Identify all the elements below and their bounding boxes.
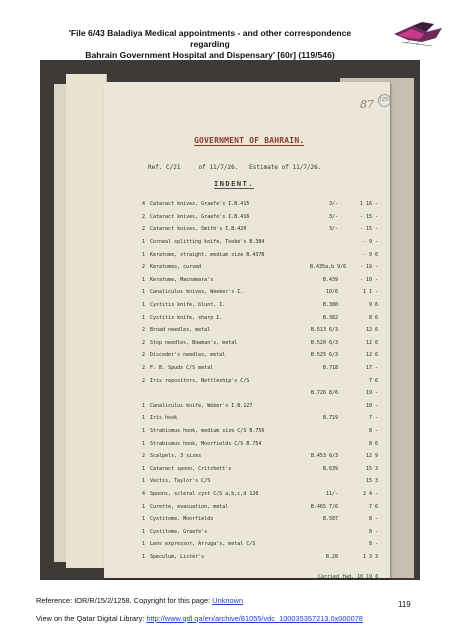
- indent-item-row: [142, 299, 388, 312]
- indent-item-row: [142, 425, 388, 438]
- indent-item-list: [142, 198, 388, 563]
- item-quantity: 1: [142, 427, 146, 434]
- indent-item-row: [142, 387, 388, 400]
- item-price: 3/-: [328, 226, 338, 233]
- item-quantity: 4: [142, 201, 146, 208]
- item-description: Cystitis knife, sharp I.: [150, 314, 223, 321]
- item-description: Broad needles, metal: [150, 327, 211, 334]
- item-amount: 7 -: [368, 415, 378, 422]
- item-quantity: 1: [142, 239, 146, 246]
- indent-item-row: [142, 261, 388, 274]
- indent-item-row: [142, 500, 388, 513]
- reference-line: Ref. C/21 of 11/7/26. Estimate of 11/7/26.: [148, 164, 322, 171]
- item-quantity: 1: [142, 503, 146, 510]
- item-price: 11/-: [325, 490, 338, 497]
- item-description: Canaliculus knives, Weeker's I.: [150, 289, 244, 296]
- indent-item-row: [142, 400, 388, 413]
- indent-item-row: [142, 211, 388, 224]
- item-quantity: 1: [142, 314, 146, 321]
- item-quantity: 1: [142, 541, 146, 548]
- indent-item-row: [142, 274, 388, 287]
- indent-item-row: [142, 324, 388, 337]
- item-amount: - 19 -: [359, 264, 378, 271]
- item-price: 3/-: [328, 213, 338, 220]
- item-description: Corneal splitting knife, Tooke's B.384: [150, 239, 265, 246]
- indent-item-row: [142, 488, 388, 501]
- item-amount: 7 6: [368, 377, 378, 384]
- header-title-line1: 'File 6/43 Baladiya Medical appointments - and other correspondence regarding: [68, 28, 352, 49]
- item-amount: 19 -: [365, 390, 378, 397]
- item-description: Keratome, straight, medium size B.437B: [150, 251, 265, 258]
- item-amount: 8 6: [368, 314, 378, 321]
- indent-item-row: [142, 236, 388, 249]
- item-description: Cataract knives, Smith's I.B.420: [150, 226, 247, 233]
- item-amount: 8 -: [368, 427, 378, 434]
- item-quantity: 1: [142, 528, 146, 535]
- item-quantity: 1: [142, 402, 146, 409]
- item-amount: 17 -: [365, 365, 378, 372]
- item-amount: - 15 -: [359, 213, 378, 220]
- indent-item-row: [142, 551, 388, 564]
- item-quantity: 2: [142, 327, 146, 334]
- item-amount: 2 4 -: [362, 490, 378, 497]
- item-quantity: 1: [142, 465, 146, 472]
- item-description: Iris repositors, Nettleship's C/S: [150, 377, 250, 384]
- indent-item-row: [142, 198, 388, 211]
- item-quantity: 4: [142, 490, 146, 497]
- item-amount: 12 6: [365, 327, 378, 334]
- item-description: Discoder's needles, metal: [150, 352, 226, 359]
- item-quantity: 2: [142, 264, 146, 271]
- item-price: B.380: [322, 302, 338, 309]
- item-amount: 12 6: [365, 339, 378, 346]
- item-price: 3/-: [328, 201, 338, 208]
- item-description: Lens expressor, Arruga's, metal C/S: [150, 541, 256, 548]
- indent-item-row: [142, 437, 388, 450]
- item-description: Keratome, Macnamara's: [150, 276, 214, 283]
- item-description: Strabismus hook, Moorfields C/S B.754: [150, 440, 262, 447]
- item-description: Canaliculus knife, Weber's I.B.127: [150, 402, 253, 409]
- item-price: B.587: [322, 516, 338, 523]
- item-quantity: 2: [142, 453, 146, 460]
- item-price: B.435a,b 9/6: [310, 264, 347, 271]
- indent-item-row: [142, 475, 388, 488]
- item-amount: 7 6: [368, 503, 378, 510]
- item-quantity: 2: [142, 226, 146, 233]
- item-price: B.718: [322, 365, 338, 372]
- item-amount: 1 1 -: [362, 289, 378, 296]
- item-amount: 15 3: [365, 478, 378, 485]
- item-amount: 15 3: [365, 465, 378, 472]
- document-sheet: [104, 82, 390, 578]
- circle-stamp: (25): [378, 94, 391, 107]
- item-amount: 12 9: [365, 453, 378, 460]
- item-amount: 10 -: [365, 402, 378, 409]
- item-quantity: 2: [142, 213, 146, 220]
- item-amount: 1 3 3: [362, 553, 378, 560]
- reference-line-footer: [36, 596, 243, 605]
- item-price: B.513 6/3: [310, 327, 338, 334]
- item-amount: 1 16 -: [359, 201, 378, 208]
- indent-item-row: [142, 538, 388, 551]
- indent-item-row: [142, 462, 388, 475]
- page-header-title: [60, 28, 360, 61]
- item-amount: - 15 -: [359, 226, 378, 233]
- item-quantity: 1: [142, 415, 146, 422]
- item-quantity: 1: [142, 516, 146, 523]
- item-quantity: 1: [142, 251, 146, 258]
- item-description: Speculum, Lister's: [150, 553, 205, 560]
- item-price: B.520 6/3: [310, 339, 338, 346]
- item-price: B.719: [322, 415, 338, 422]
- carried-forward-total: Carried fwd. 10 19 6: [318, 574, 379, 580]
- page-number: 119: [398, 600, 411, 609]
- indent-item-row: [142, 311, 388, 324]
- item-amount: 8 -: [368, 528, 378, 535]
- item-description: Keratomes, curved: [150, 264, 202, 271]
- item-description: Curette, evacuation, metal: [150, 503, 229, 510]
- qdl-archive-link[interactable]: http://www.qdl.qa/en/archive/81055/vdc_100035357213.0x000078: [146, 614, 363, 623]
- folio-number: 87: [360, 98, 374, 111]
- view-line-footer: [36, 614, 363, 623]
- item-amount: 12 6: [365, 352, 378, 359]
- item-price: B.382: [322, 314, 338, 321]
- item-amount: 9 6: [368, 302, 378, 309]
- item-amount: - 9 -: [362, 239, 378, 246]
- document-heading: GOVERNMENT OF BAHRAIN.: [194, 136, 305, 145]
- scanned-document-photo: [40, 60, 420, 580]
- item-description: Cystitis knife, blunt, I.: [150, 302, 226, 309]
- item-quantity: 2: [142, 339, 146, 346]
- item-description: Cataract knives, Graefe's I.B.416: [150, 213, 250, 220]
- item-price: B.28: [325, 553, 338, 560]
- item-price: B.465 7/6: [310, 503, 338, 510]
- indent-item-row: [142, 362, 388, 375]
- view-text: View on the Qatar Digital Library:: [36, 614, 147, 623]
- indent-label: INDENT.: [214, 180, 255, 188]
- item-description: Cataract knives, Graefe's I.B.415: [150, 201, 250, 208]
- background-page-fold: [66, 74, 107, 568]
- item-amount: 8 -: [368, 541, 378, 548]
- item-price: B.453 6/3: [310, 453, 338, 460]
- item-description: Cystitome, Moorfields: [150, 516, 214, 523]
- item-amount: - 10 -: [359, 276, 378, 283]
- item-price: B.639: [322, 465, 338, 472]
- indent-item-row: [142, 450, 388, 463]
- indent-item-row: [142, 349, 388, 362]
- item-quantity: 2: [142, 365, 146, 372]
- item-quantity: 1: [142, 302, 146, 309]
- item-description: Stop needles, Bowman's, metal: [150, 339, 238, 346]
- item-description: Cystitome, Graefe's: [150, 528, 208, 535]
- item-description: Spoons, scleral cyst C/S a,b,c,d 120: [150, 490, 259, 497]
- item-quantity: 1: [142, 276, 146, 283]
- item-price: B.439: [322, 276, 338, 283]
- indent-item-row: [142, 223, 388, 236]
- indent-item-row: [142, 412, 388, 425]
- item-price: B.525 6/3: [310, 352, 338, 359]
- item-description: Iris hook: [150, 415, 178, 422]
- item-description: F. B. Spuds C/S metal: [150, 365, 214, 372]
- item-description: Vectis, Taylor's C/S: [150, 478, 211, 485]
- item-price: B.726 8/6: [310, 390, 338, 397]
- item-quantity: 1: [142, 478, 146, 485]
- item-quantity: 1: [142, 289, 146, 296]
- qdl-logo-icon: [392, 20, 444, 50]
- item-amount: - 9 6: [362, 251, 378, 258]
- indent-item-row: [142, 525, 388, 538]
- item-quantity: 2: [142, 352, 146, 359]
- reference-text: Reference: IOR/R/15/2/1258. Copyright for this page:: [36, 596, 213, 605]
- item-amount: 8 -: [368, 516, 378, 523]
- indent-item-row: [142, 286, 388, 299]
- item-price: 10/6: [325, 289, 338, 296]
- indent-item-row: [142, 248, 388, 261]
- item-amount: 8 6: [368, 440, 378, 447]
- item-description: Scalpels, 3 sizes: [150, 453, 202, 460]
- item-description: Cataract spoon, Critchett's: [150, 465, 232, 472]
- item-quantity: 2: [142, 377, 146, 384]
- item-description: Strabismus hook, medium size C/S B.756: [150, 427, 265, 434]
- item-quantity: 1: [142, 553, 146, 560]
- item-quantity: 1: [142, 440, 146, 447]
- indent-item-row: [142, 513, 388, 526]
- header-title-line2: Bahrain Government Hospital and Dispensary' [60r] (119/546): [85, 50, 335, 60]
- indent-item-row: [142, 337, 388, 350]
- indent-item-row: [142, 374, 388, 387]
- copyright-link[interactable]: Unknown: [212, 596, 244, 605]
